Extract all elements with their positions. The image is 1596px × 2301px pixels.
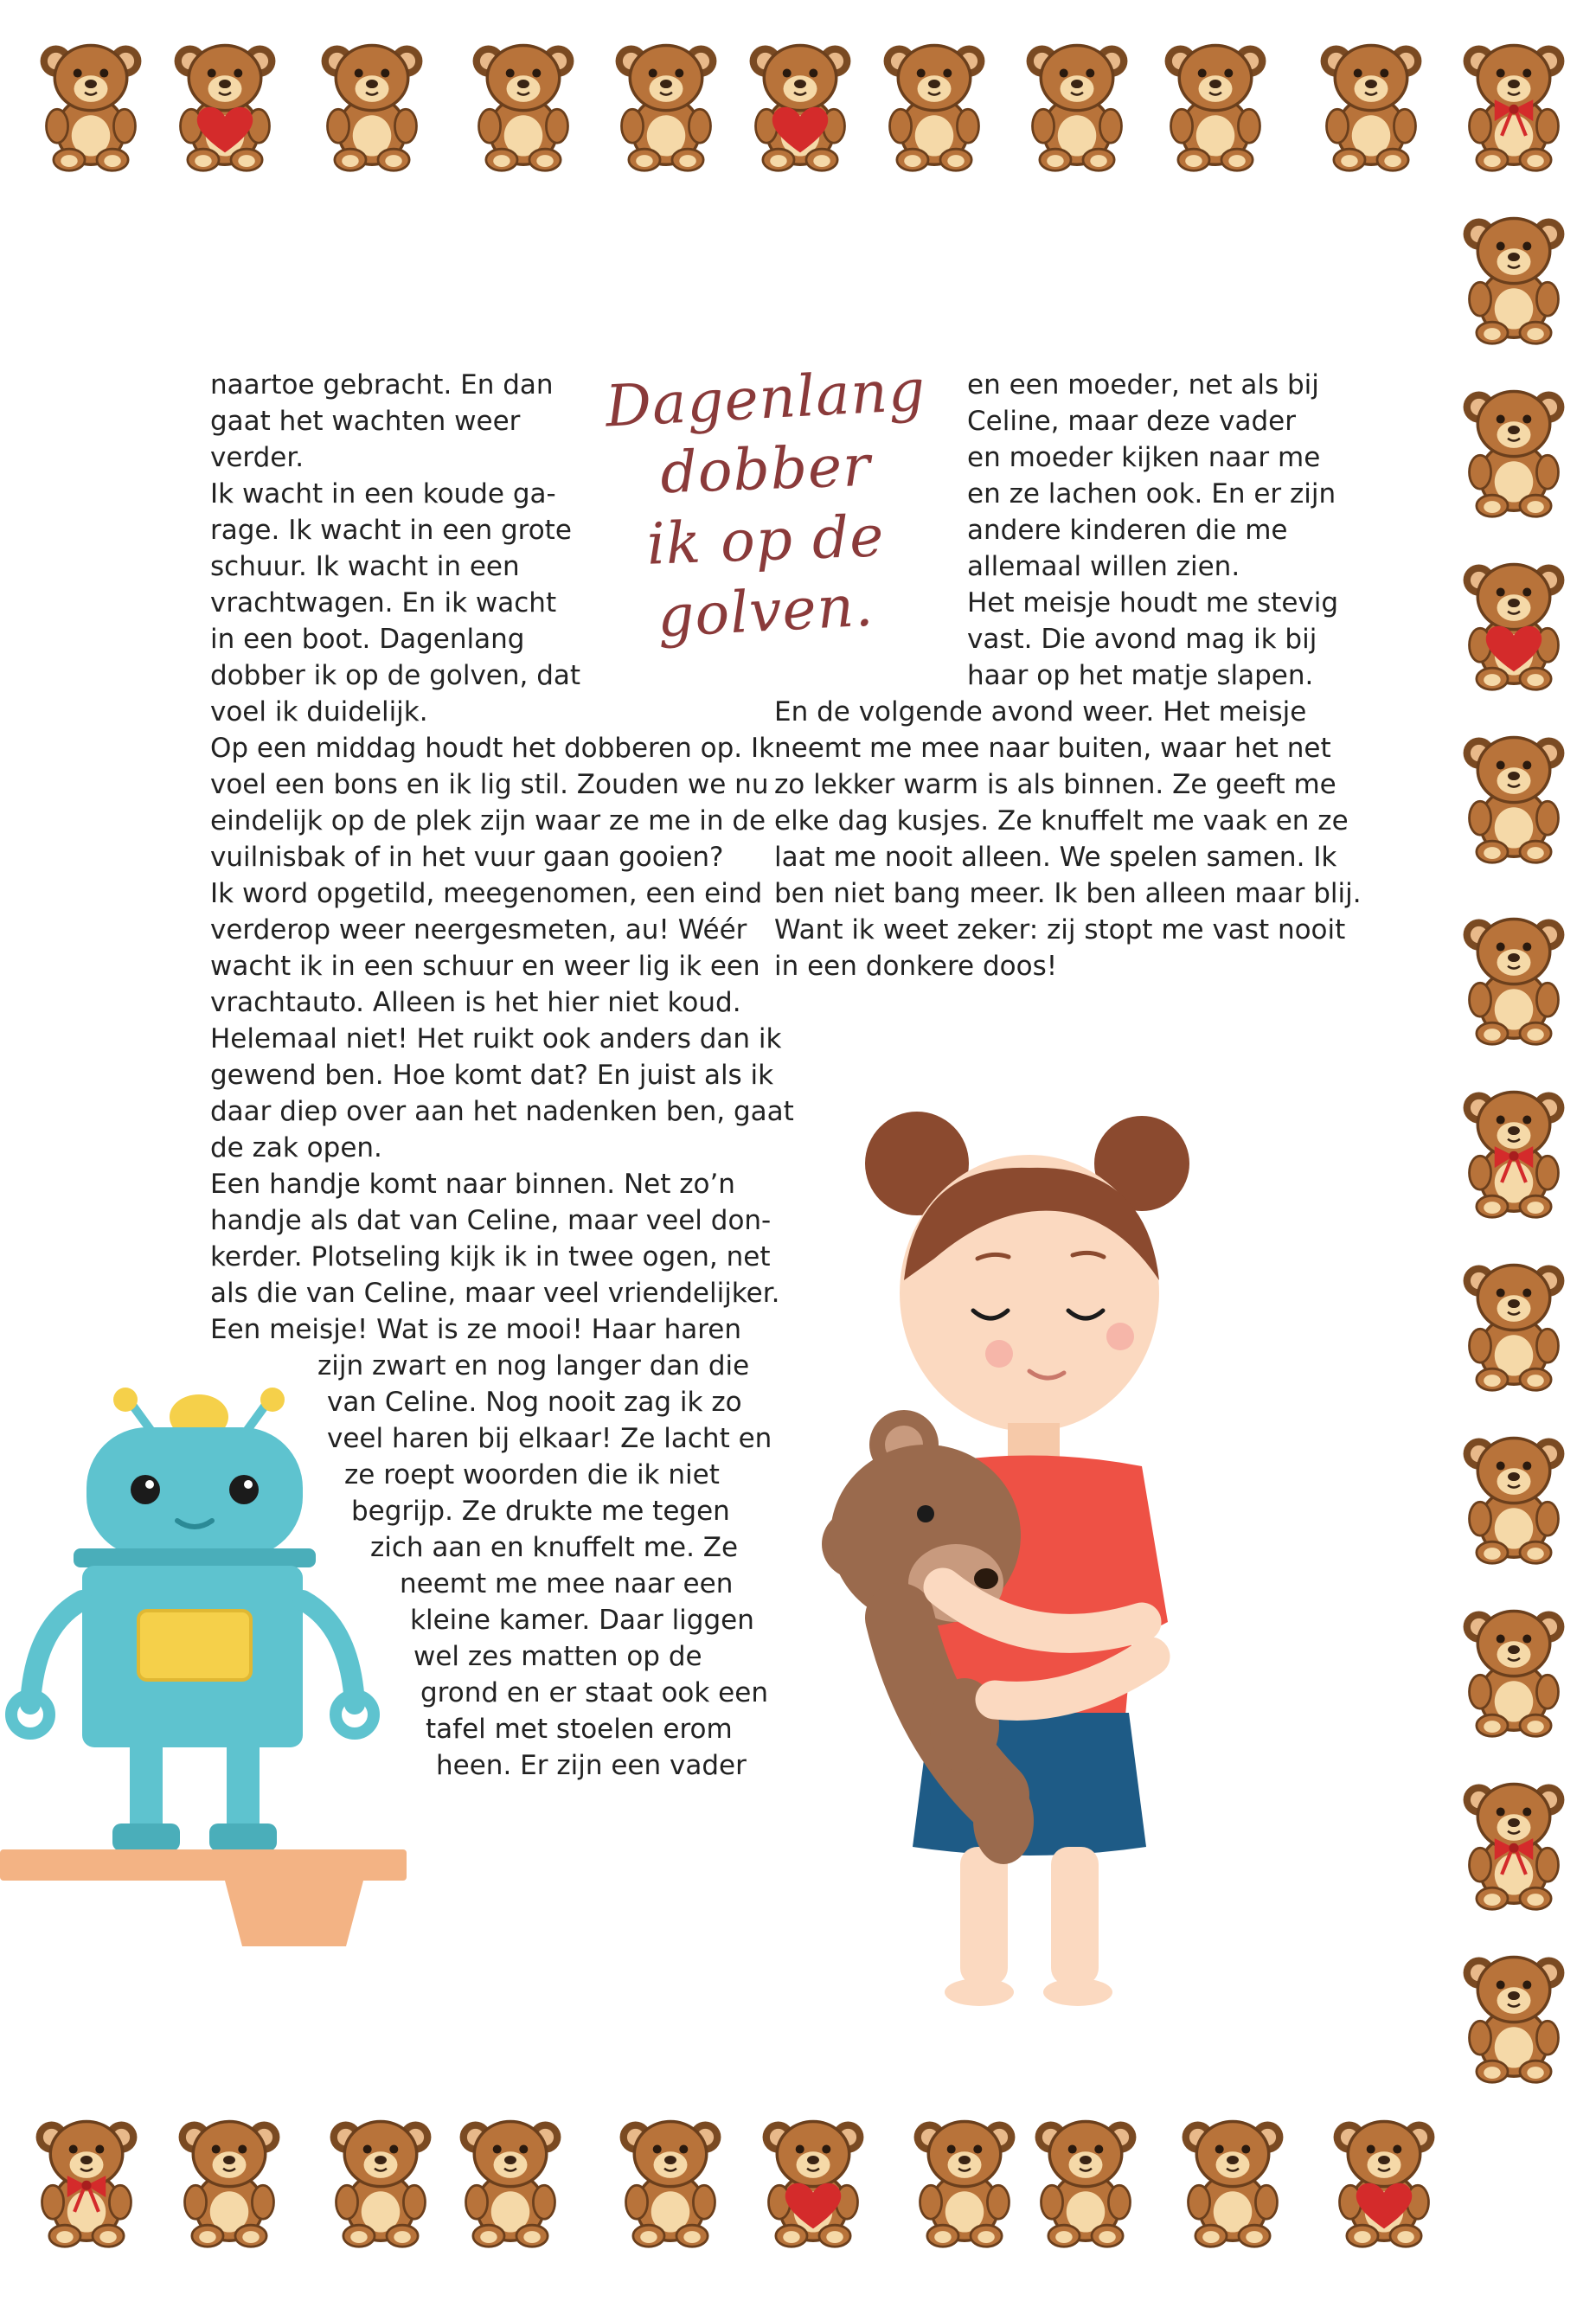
teddy-bear-icon [169,2111,290,2249]
story-line: en een moeder, net als bij [967,369,1319,401]
story-line: en ze lachen ook. En er zijn [967,478,1336,510]
story-col1-top [210,367,580,730]
story-line: neemt me mee naar een [400,1568,734,1599]
story-line: rage. Ik wacht in een grote [210,515,572,546]
teddy-bear-icon [320,2111,441,2249]
teddy-bear-icon [311,35,433,173]
pull-quote [597,356,934,651]
story-line: Helemaal niet! Het ruikt ook anders dan ik [210,1023,782,1054]
teddy-bear-icon [1453,1081,1574,1220]
story-line: laat me nooit alleen. We spelen samen. Ik [774,842,1337,873]
story-line: vuilnisbak of in het vuur gaan gooien? [210,842,724,873]
story-line: voel een bons en ik lig stil. Zouden we nu [210,769,769,800]
robot-head [87,1427,303,1557]
story-line: allemaal willen zien. [967,551,1240,582]
story-line: heen. Er zijn een vader [436,1750,747,1781]
story-col2-full [774,694,1362,984]
pull-quote-line: ik op de [645,503,886,578]
story-line: En de volgende avond weer. Het meisje [774,696,1307,727]
story-line: zo lekker warm is als binnen. Ze geeft me [774,769,1336,800]
story-line: kerder. Plotseling kijk ik in twee ogen, net [210,1241,771,1272]
story-line: gewend ben. Hoe komt dat? En juist als ik [210,1060,774,1091]
story-line: van Celine. Nog nooit zag ik zo [327,1387,742,1418]
story-line: eindelijk op de plek zijn waar ze me in de [210,805,766,836]
teddy-bear-icon [26,2111,147,2249]
teddy-bear-icon [1453,208,1574,346]
teddy-bear-icon [606,35,727,173]
story-line: voel ik duidelijk. [210,696,428,727]
story-line: grond en er staat ook een [420,1677,768,1708]
robot-illustration [0,1375,415,1946]
story-line: daar diep over aan het nadenken ben, gaat [210,1096,794,1127]
teddy-bear-icon [1453,908,1574,1047]
story-line: vrachtauto. Alleen is het hier niet koud. [210,987,741,1018]
story-line: de zak open. [210,1132,382,1163]
story-line: Een handje komt naar binnen. Net zo’n [210,1169,735,1200]
story-line: Een meisje! Wat is ze mooi! Haar haren [210,1314,742,1345]
story-line: dobber ik op de golven, dat [210,660,581,691]
teddy-bear-icon [30,35,151,173]
story-col2-top [967,367,1338,694]
story-line: ze roept woorden die ik niet [344,1459,720,1490]
story-line: verderop weer neergesmeten, au! Wéér [210,914,747,945]
story-line: zijn zwart en nog langer dan die [317,1350,750,1381]
teddy-bear-icon [1453,554,1574,692]
story-line: wel zes matten op de [413,1641,702,1672]
teddy-bear-icon [450,2111,571,2249]
teddy-bear-icon [1172,2111,1293,2249]
teddy-bear-icon [463,35,584,173]
story-line: begrijp. Ze drukte me tegen [351,1496,730,1527]
story-line: gaat het wachten weer [210,406,521,437]
story-line: tafel met stoelen erom [426,1714,733,1745]
story-line: haar op het matje slapen. [967,660,1314,691]
story-line: Want ik weet zeker: zij stopt me vast nooit [774,914,1346,945]
story-line: wacht ik in een schuur en weer lig ik een [210,951,760,982]
teddy-bear-icon [1453,381,1574,519]
teddy-bear-icon [164,35,285,173]
teddy-bear-icon [1324,2111,1445,2249]
shelf [0,1849,407,1946]
story-line: schuur. Ik wacht in een [210,551,520,582]
story-line: kleine kamer. Daar liggen [410,1605,754,1636]
story-line: Ik wacht in een koude ga- [210,478,556,510]
story-col1-full [210,730,794,1348]
teddy-bear-icon [1453,1427,1574,1566]
story-line: veel haren bij elkaar! Ze lacht en [327,1423,772,1454]
story-line: in een donkere doos! [774,951,1058,982]
teddy-bear-icon [610,2111,731,2249]
story-line: neemt me mee naar buiten, waar het net [774,733,1331,764]
teddy-bear-icon [1311,35,1432,173]
story-line: naartoe gebracht. En dan [210,369,554,401]
teddy-bear-icon [1453,1773,1574,1912]
teddy-bear-icon [1016,35,1138,173]
story-line: zich aan en knuffelt me. Ze [370,1532,739,1563]
pull-quote-line: golven. [656,572,875,651]
story-line: als die van Celine, maar veel vriendelijker. [210,1278,780,1309]
story-line: Op een middag houdt het dobberen op. Ik [210,733,775,764]
story-line: en moeder kijken naar me [967,442,1321,473]
pull-quote-line: dobber [659,432,872,507]
pull-quote-line: Dagenlang [604,356,927,440]
story-line: elke dag kusjes. Ze knuffelt me vaak en ze [774,805,1349,836]
teddy-bear-icon [1453,35,1574,173]
story-line: Het meisje houdt me stevig [967,587,1339,619]
story-line: vast. Die avond mag ik bij [967,624,1317,655]
teddy-bear-icon [1025,2111,1146,2249]
story-line: verder. [210,442,304,473]
teddy-bear-icon [1453,1600,1574,1739]
teddy-bear-icon [1453,1254,1574,1393]
story-line: handje als dat van Celine, maar veel don- [210,1205,772,1236]
teddy-bear-icon [1453,1946,1574,2085]
teddy-bear-icon [904,2111,1025,2249]
girl-illustration [822,1103,1237,2020]
teddy-bear-icon [753,2111,874,2249]
teddy-bear-icon [1155,35,1276,173]
story-line: in een boot. Dagenlang [210,624,525,655]
teddy-bear-icon [1453,727,1574,865]
story-line: vrachtwagen. En ik wacht [210,587,557,619]
robot-panel [138,1611,251,1680]
story-line: andere kinderen die me [967,515,1288,546]
teddy-bear-icon [740,35,861,173]
teddy-bear-icon [874,35,995,173]
story-line: Celine, maar deze vader [967,406,1296,437]
story-line: ben niet bang meer. Ik ben alleen maar blij. [774,878,1362,909]
story-line: Ik word opgetild, meegenomen, een eind [210,878,763,909]
